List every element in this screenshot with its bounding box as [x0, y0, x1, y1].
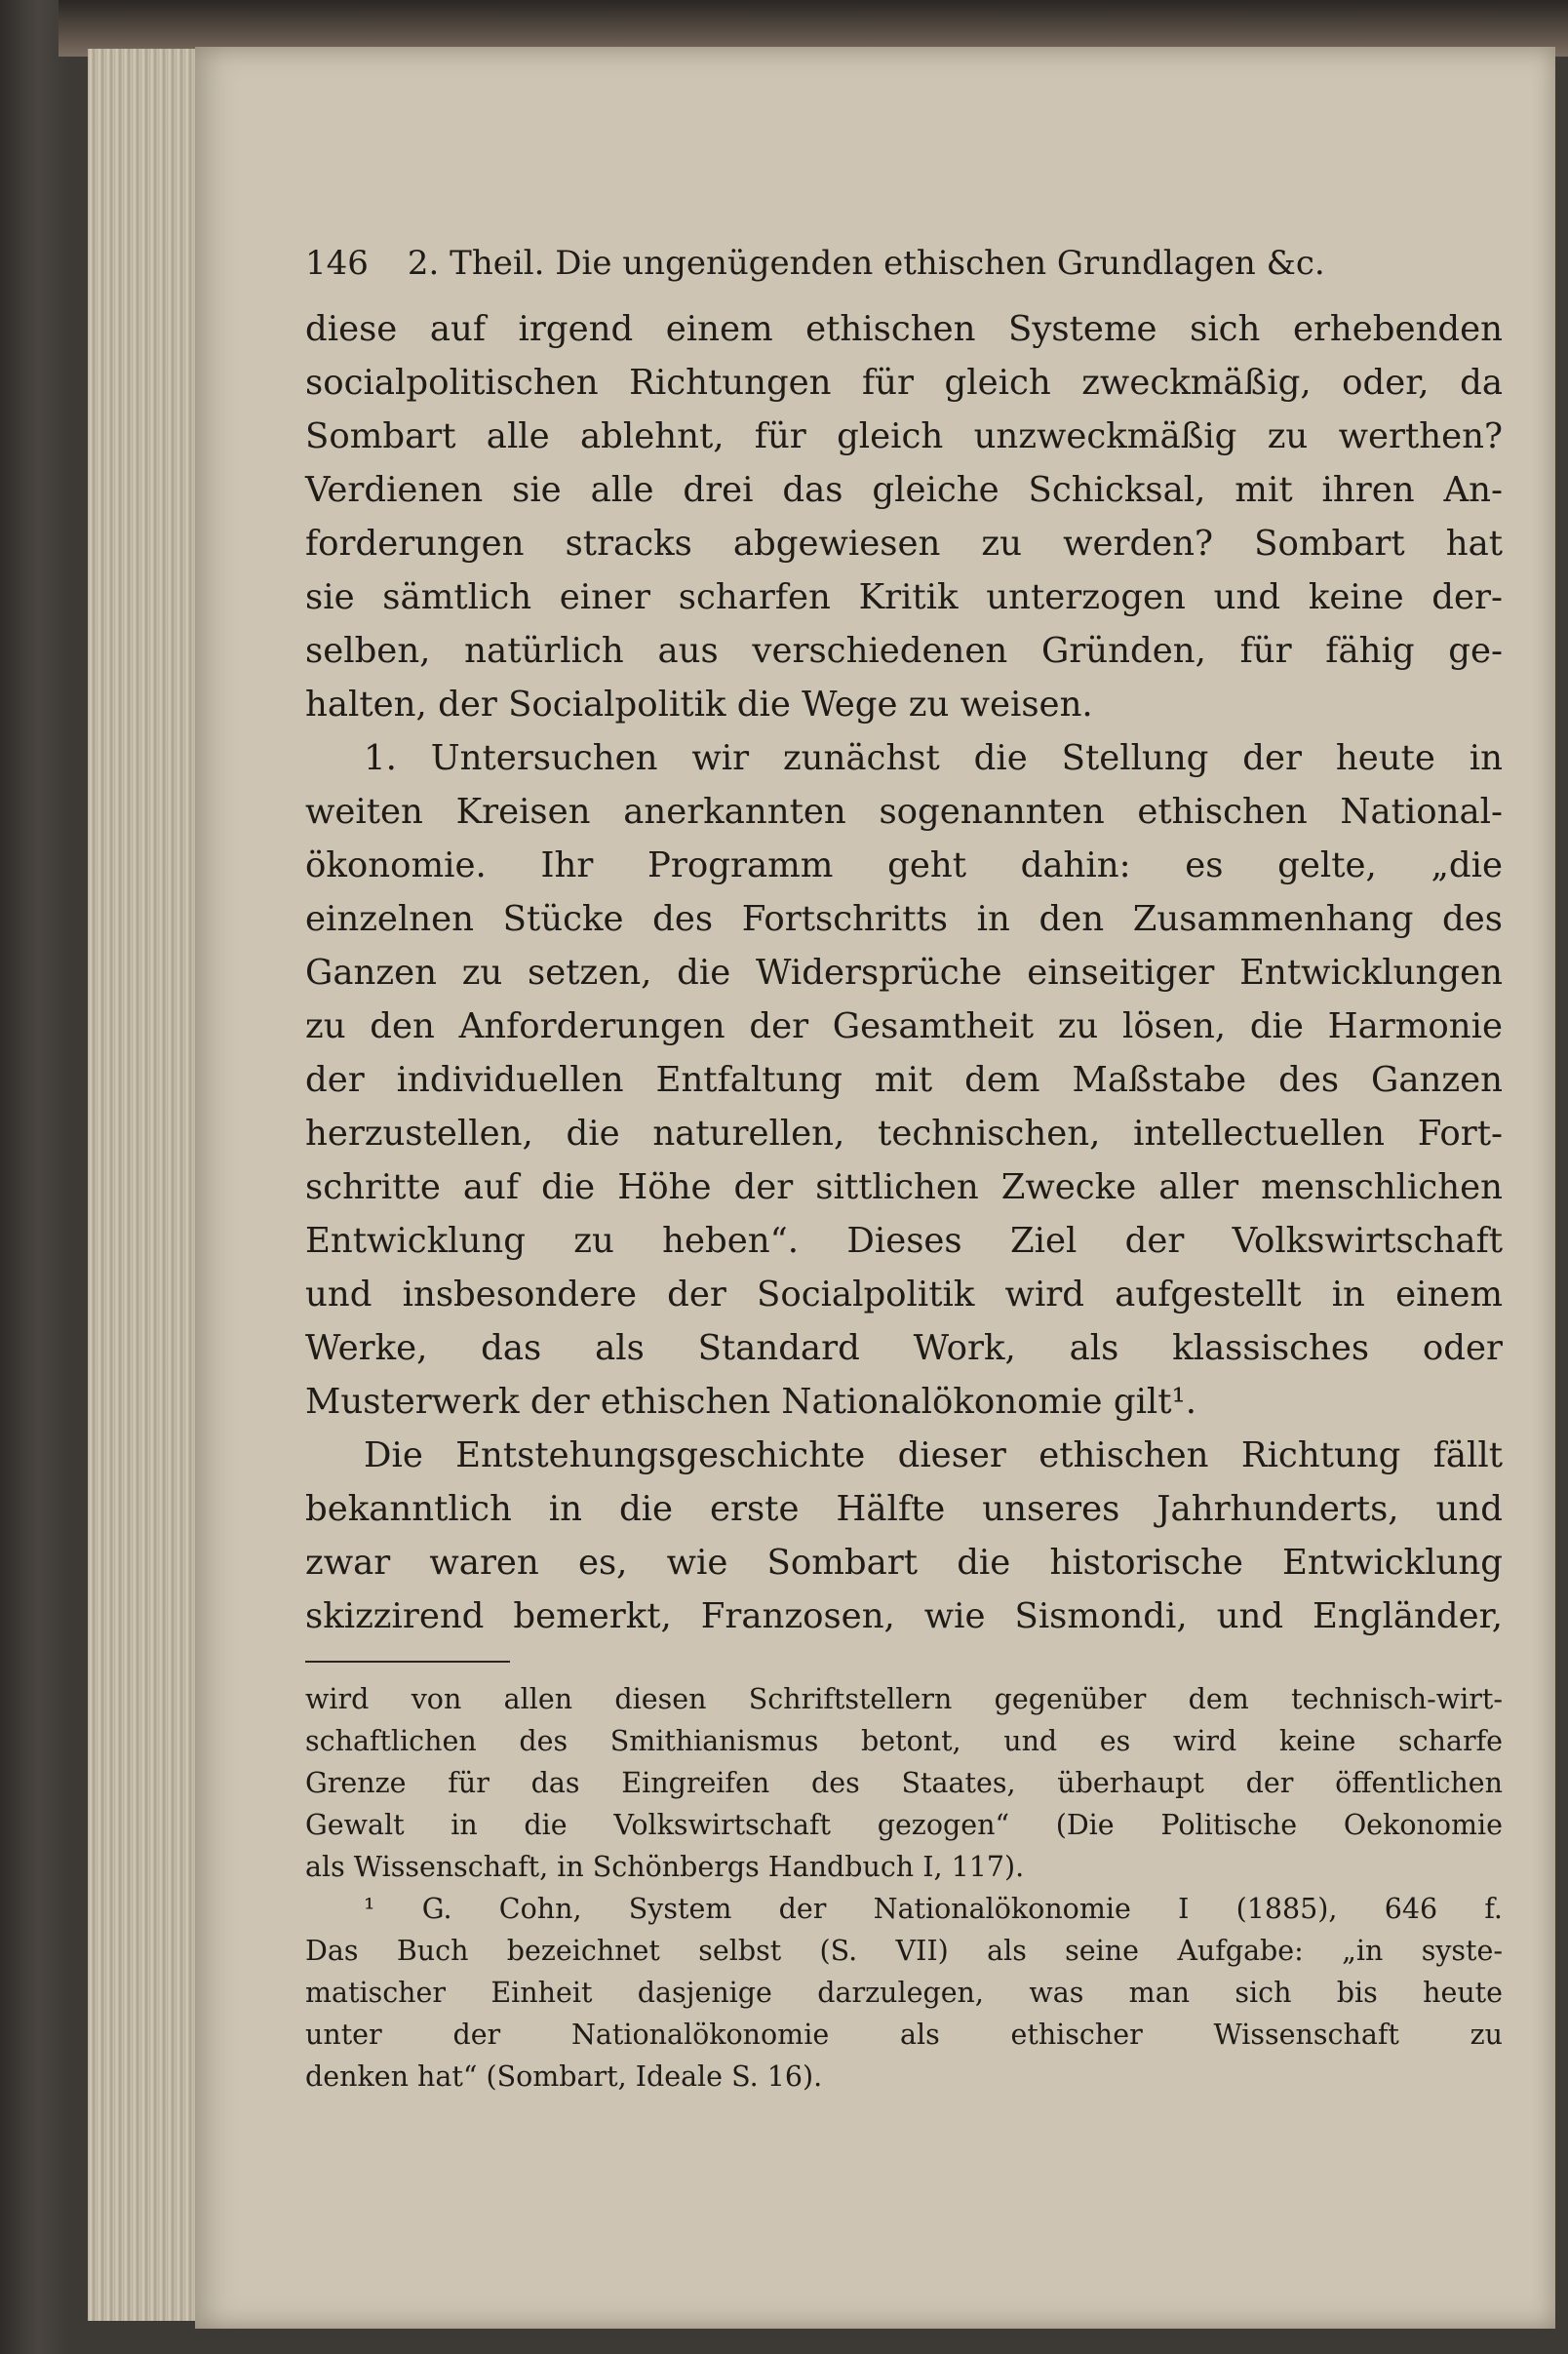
body-line: der individuellen Entfaltung mit dem Maßstabe des Ganzen [305, 1060, 1503, 1100]
body-line: halten, der Socialpolitik die Wege zu weisen. [305, 685, 1093, 725]
body-line: forderungen stracks abgewiesen zu werden? Sombart hat [305, 524, 1503, 564]
footnote-line: unter der Nationalökonomie als ethischer Wissenschaft zu [305, 2019, 1503, 2051]
footnote-line: wird von allen diesen Schriftstellern gegenüber dem technisch-wirt- [305, 1683, 1503, 1715]
body-line: Sombart alle ablehnt, für gleich unzweckmäßig zu werthen? [305, 416, 1503, 456]
body-line: Die Entstehungsgeschichte dieser ethischen Richtung fällt [364, 1435, 1503, 1475]
running-header [305, 244, 1503, 302]
footnote-line: Grenze für das Eingreifen des Staates, überhaupt der öffentlichen [305, 1767, 1503, 1799]
footnote-line: ¹ G. Cohn, System der Nationalökonomie I (1885), 646 f. [364, 1893, 1503, 1925]
body-line: diese auf irgend einem ethischen Systeme sich erhebenden [305, 309, 1503, 349]
footnote-rule [305, 1661, 510, 1663]
body-line: 1. Untersuchen wir zunächst die Stellung der heute in [364, 738, 1503, 778]
body-line: zu den Anforderungen der Gesamtheit zu lösen, die Harmonie [305, 1006, 1503, 1046]
body-line: und insbesondere der Socialpolitik wird aufgestellt in einem [305, 1275, 1503, 1314]
body-text [305, 302, 1503, 1643]
text-block [305, 244, 1503, 2098]
footnote-line: Gewalt in die Volkswirtschaft gezogen“ (Die Politische Oekonomie [305, 1809, 1503, 1841]
running-title: 2. Theil. Die ungenügenden ethischen Grundlagen &c. [407, 244, 1325, 283]
body-line: selben, natürlich aus verschiedenen Gründen, für fähig ge- [305, 631, 1503, 671]
body-line: Musterwerk der ethischen Nationalökonomie gilt¹. [305, 1382, 1197, 1422]
footnote-line: denken hat“ (Sombart, Ideale S. 16). [305, 2060, 823, 2093]
footnote-line: Das Buch bezeichnet selbst (S. VII) als seine Aufgabe: „in syste- [305, 1935, 1503, 1967]
body-line: sie sämtlich einer scharfen Kritik unterzogen und keine der- [305, 577, 1503, 617]
body-line: Entwicklung zu heben“. Dieses Ziel der Volkswirtschaft [305, 1221, 1503, 1261]
body-line: herzustellen, die naturellen, technischen, intellectuellen Fort- [305, 1114, 1503, 1154]
body-line: einzelnen Stücke des Fortschritts in den Zusammenhang des [305, 899, 1503, 939]
body-line: Verdienen sie alle drei das gleiche Schicksal, mit ihren An- [305, 470, 1503, 510]
footnote-line: als Wissenschaft, in Schönbergs Handbuch I, 117). [305, 1851, 1025, 1883]
footnotes [305, 1678, 1503, 2098]
body-line: Ganzen zu setzen, die Widersprüche einseitiger Entwicklungen [305, 953, 1503, 993]
body-line: weiten Kreisen anerkannten sogenannten ethischen National- [305, 792, 1503, 832]
footnote-line: matischer Einheit dasjenige darzulegen, was man sich bis heute [305, 1977, 1503, 2009]
body-line: schritte auf die Höhe der sittlichen Zwecke aller menschlichen [305, 1167, 1503, 1207]
footnote-line: schaftlichen des Smithianismus betont, und es wird keine scharfe [305, 1725, 1503, 1757]
body-line: socialpolitischen Richtungen für gleich zweckmäßig, oder, da [305, 363, 1503, 403]
body-line: skizzirend bemerkt, Franzosen, wie Sismondi, und Engländer, [305, 1596, 1503, 1636]
body-line: ökonomie. Ihr Programm geht dahin: es gelte, „die [305, 845, 1503, 885]
body-line: Werke, das als Standard Work, als klassisches oder [305, 1328, 1503, 1368]
body-line: zwar waren es, wie Sombart die historische Entwicklung [305, 1543, 1503, 1583]
body-line: bekanntlich in die erste Hälfte unseres Jahrhunderts, und [305, 1489, 1503, 1529]
page-number: 146 [305, 244, 369, 283]
